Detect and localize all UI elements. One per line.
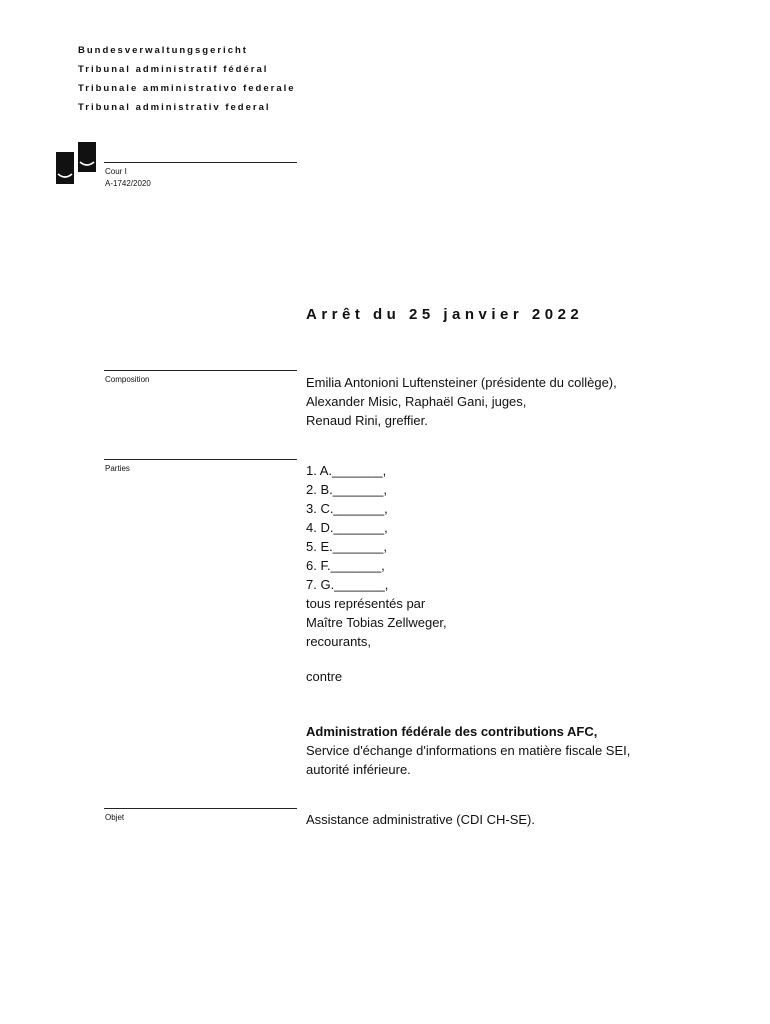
court-name-it: Tribunale amministrativo federale [78,83,296,94]
court-name-rm: Tribunal administrativ federal [78,102,271,113]
court-division: Cour I [105,167,127,176]
judgment-title: Arrêt du 25 janvier 2022 [306,306,584,323]
header-divider [104,162,297,163]
appellant-item: 6. F._______, [306,558,385,573]
parties-label: Parties [105,464,130,473]
composition-line: Alexander Misic, Raphaël Gani, juges, [306,394,527,409]
court-name-fr: Tribunal administratif fédéral [78,64,269,75]
representation-line: Maître Tobias Zellweger, [306,615,447,630]
court-name-de: Bundesverwaltungsgericht [78,45,248,56]
appellant-item: 1. A._______, [306,463,387,478]
appellant-item: 2. B._______, [306,482,387,497]
case-number: A-1742/2020 [105,179,151,188]
object-text: Assistance administrative (CDI CH-SE). [306,812,535,827]
versus-text: contre [306,669,343,684]
appellants-block [306,461,447,651]
representation-line: recourants, [306,634,372,649]
composition-divider [104,370,297,371]
appellant-item: 7. G._______, [306,577,389,592]
respondent-line: Service d'échange d'informations en matière fiscale SEI, [306,743,631,758]
composition-line: Renaud Rini, greffier. [306,413,428,428]
composition-block [306,373,617,430]
appellant-item: 4. D._______, [306,520,388,535]
composition-label: Composition [105,375,150,384]
respondent-block [306,722,630,779]
court-names-header [78,41,296,117]
composition-line: Emilia Antonioni Luftensteiner (présidente du collège), [306,375,617,390]
appellant-item: 3. C._______, [306,501,388,516]
appellant-item: 5. E._______, [306,539,387,554]
respondent-name: Administration fédérale des contributions AFC, [306,724,598,739]
representation-line: tous représentés par [306,596,426,611]
respondent-line: autorité inférieure. [306,762,411,777]
court-logo-icon [56,142,96,184]
object-label: Objet [105,813,125,822]
object-divider [104,808,297,809]
parties-divider [104,459,297,460]
